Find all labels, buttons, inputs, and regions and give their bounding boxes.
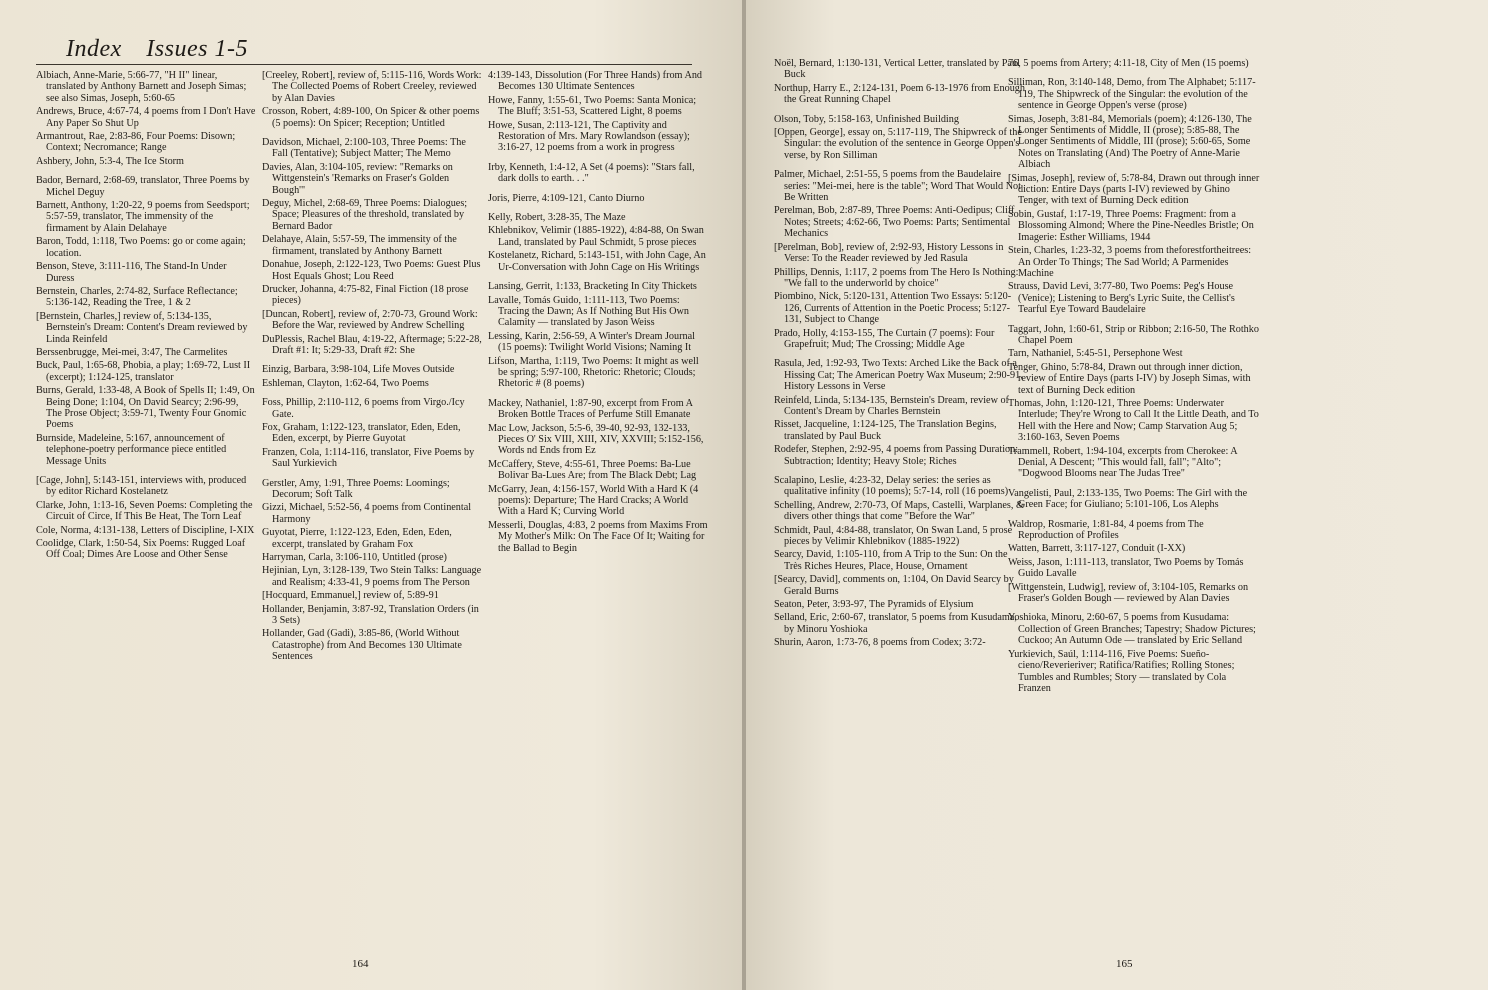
index-entry: Mac Low, Jackson, 5:5-6, 39-40, 92-93, 132-133, Pieces O' Six VIII, XIII, XIV, XXVIII; 5:152-156, Words nd Ends from Ez xyxy=(488,422,704,457)
page-number-right: 165 xyxy=(1116,958,1133,970)
index-entry: Tarn, Nathaniel, 5:45-51, Persephone West xyxy=(1008,348,1183,360)
index-entry: [Bernstein, Charles,] review of, 5:134-135, Bernstein's Dream: Content's Dream reviewed by Linda Reinfeld xyxy=(36,310,248,345)
index-entry: Messerli, Douglas, 4:83, 2 poems from Maxims From My Mother's Milk: On The Face Of It; Waiting for the Ballad to Begin xyxy=(488,519,708,554)
index-entry: [Cage, John], 5:143-151, interviews with, produced by editor Richard Kostelanetz xyxy=(36,475,247,498)
index-entry: Andrews, Bruce, 4:67-74, 4 poems from I Don't Have Any Paper So Shut Up xyxy=(36,106,256,129)
index-entry: Prado, Holly, 4:153-155, The Curtain (7 poems): Four Grapefruit; Mud; The Crossing; Middle Age xyxy=(774,327,995,350)
right-column-1 xyxy=(774,58,1026,651)
index-entry: Waldrop, Rosmarie, 1:81-84, 4 poems from The Reproduction of Profiles xyxy=(1008,518,1204,542)
index-entry: Tenger, Ghino, 5:78-84, Drawn out through inner diction, review of Entire Days (parts I-IV) by Joseph Simas, with text of Burning Deck edition xyxy=(1008,361,1251,396)
index-entry: Donahue, Joseph, 2:122-123, Two Poems: Guest Plus Host Equals Ghost; Lou Reed xyxy=(262,259,481,282)
index-entry: Eshleman, Clayton, 1:62-64, Two Poems xyxy=(262,377,429,389)
right-column-2 xyxy=(1008,58,1260,696)
index-entry: Foss, Phillip, 2:110-112, 6 poems from Virgo./Icy Gate. xyxy=(262,397,465,420)
index-entry: Vangelisti, Paul, 2:133-135, Two Poems: The Girl with the Green Face; for Giuliano; 5:101-106, Los Alephs xyxy=(1008,487,1248,511)
index-entry: Rodefer, Stephen, 2:92-95, 4 poems from Passing Duration: Subtraction; Identity; Heavy Stole; Riches xyxy=(774,444,1019,467)
index-entry: Noël, Bernard, 1:130-131, Vertical Letter, translated by Paul Buck xyxy=(774,58,1020,81)
index-entry: Berssenbrugge, Mei-mei, 3:47, The Carmelites xyxy=(36,346,228,358)
index-entry: Thomas, John, 1:120-121, Three Poems: Underwater Interlude; They're Wrong to Call It the Little Death, and To Hell with the Here and Now; Camp Starvation Aug 5; 3:160-163, Seven Poems xyxy=(1008,397,1259,444)
index-entry: Stein, Charles, 1:23-32, 3 poems from theforestfortheitrees: An Order To Things; The Sad World; A Parmenides Machine xyxy=(1008,245,1252,279)
index-entry: Taggart, John, 1:60-61, Strip or Ribbon; 2:16-50, The Rothko Chapel Poem xyxy=(1008,323,1259,346)
index-entry: Delahaye, Alain, 5:57-59, The immensity of the firmament, translated by Anthony Barnett xyxy=(262,234,457,257)
page-number-left: 164 xyxy=(352,958,369,970)
index-entry: Lansing, Gerrit, 1:133, Bracketing In City Thickets xyxy=(488,281,697,293)
index-entry: Ashbery, John, 5:3-4, The Ice Storm xyxy=(36,155,184,167)
header-rule xyxy=(36,64,692,65)
index-entry: Lifson, Martha, 1:119, Two Poems: It might as well be spring; 5:97-100, Rhetoric: Rhetoric; Clouds; Rhetoric # (8 poems) xyxy=(488,355,699,390)
index-entry: Bernstein, Charles, 2:74-82, Surface Reflectance; 5:136-142, Reading the Tree, 1 & 2 xyxy=(36,285,238,309)
index-entry: Lavalle, Tomás Guido, 1:111-113, Two Poems: Tracing the Dawn; As If Nothing But His Own Calamity — translated by Jason Weiss xyxy=(488,294,689,329)
index-entry: [Wittgenstein, Ludwig], review of, 3:104-105, Remarks on Fraser's Golden Bough — reviewed by Alan Davies xyxy=(1008,581,1249,605)
index-entry: [Hocquard, Emmanuel,] review of, 5:89-91 xyxy=(262,590,439,602)
index-entry: Mackey, Nathaniel, 1:87-90, excerpt from From A Broken Bottle Traces of Perfume Still Emanate xyxy=(488,397,693,421)
index-entry: Strauss, David Levi, 3:77-80, Two Poems: Peg's House (Venice); Listening to Berg's Lyric Suite, the Cellist's Tearful Eye Toward Baudelaire xyxy=(1008,281,1235,316)
index-entry: Phillips, Dennis, 1:117, 2 poems from The Hero Is Nothing: "We fall to the underworld by choice" xyxy=(774,266,1019,289)
index-entry: [Oppen, George], essay on, 5:117-119, The Shipwreck of the Singular: the evolution of the sentence in George Oppen's verse, by Ron Silliman xyxy=(774,127,1022,161)
left-column-1 xyxy=(36,70,256,563)
index-entry: Hejinian, Lyn, 3:128-139, Two Stein Talks: Language and Realism; 4:33-41, 9 poems from The Person xyxy=(262,565,482,588)
index-entry: Weiss, Jason, 1:111-113, translator, Two Poems by Tomás Guido Lavalle xyxy=(1008,556,1244,580)
index-entry: Howe, Susan, 2:113-121, The Captivity and Restoration of Mrs. Mary Rowlandson (essay); 3:16-27, 12 poems from a work in progress xyxy=(488,119,690,154)
index-entry: Clarke, John, 1:13-16, Seven Poems: Completing the Circuit of Circe, If This Be Heat, The Torn Leaf xyxy=(36,499,253,523)
index-entry: Gizzi, Michael, 5:52-56, 4 poems from Continental Harmony xyxy=(262,502,472,525)
index-entry: Gerstler, Amy, 1:91, Three Poems: Loomings; Decorum; Soft Talk xyxy=(262,477,450,500)
index-entry: Searcy, David, 1:105-110, from A Trip to the Sun: On the Très Riches Heures, Place, House, Ornament xyxy=(774,549,1008,572)
index-entry: Drucker, Johanna, 4:75-82, Final Fiction (18 prose pieces) xyxy=(262,283,469,307)
index-entry: Risset, Jacqueline, 1:124-125, The Translation Begins, translated by Paul Buck xyxy=(774,419,997,442)
index-entry: 4:139-143, Dissolution (For Three Hands) from And Becomes 130 Ultimate Sentences xyxy=(488,70,703,93)
index-entry: Buck, Paul, 1:65-68, Phobia, a play; 1:69-72, Lust II (excerpt); 1:124-125, translator xyxy=(36,360,251,383)
index-entry: Benson, Steve, 3:111-116, The Stand-In Under Duress xyxy=(36,261,227,284)
index-entry: DuPlessis, Rachel Blau, 4:19-22, Aftermage; 5:22-28, Draft #1: It; 5:29-33, Draft #2: She xyxy=(262,333,482,356)
index-entry: Yurkievich, Saúl, 1:114-116, Five Poems: Sueño-cieno/Reverieriver; Ratifica/Ratifies; Rolling Stones; Tumbles and Rumbles; Story — translated by Cola Franzen xyxy=(1008,648,1235,694)
index-entry: Palmer, Michael, 2:51-55, 5 poems from the Baudelaire series: "Mei-mei, here is the table"; Word That Would Not Be Written xyxy=(774,169,1021,204)
index-entry: Fox, Graham, 1:122-123, translator, Eden, Eden, Eden, excerpt, by Pierre Guyotat xyxy=(262,421,461,445)
index-entry: Shurin, Aaron, 1:73-76, 8 poems from Codex; 3:72- xyxy=(774,637,986,649)
index-entry: Scalapino, Leslie, 4:23-32, Delay series: the series as qualitative infinity (10 poems); 5:7-14, roll (16 poems) xyxy=(774,475,1009,498)
left-page xyxy=(0,0,742,990)
index-entry: Kostelanetz, Richard, 5:143-151, with John Cage, An Ur-Conversation with John Cage on His Writings xyxy=(488,250,706,273)
index-entry: 76, 5 poems from Artery; 4:11-18, City of Men (15 poems) xyxy=(1008,58,1249,69)
index-entry: Baron, Todd, 1:118, Two Poems: go or come again; location. xyxy=(36,236,246,259)
right-page xyxy=(746,0,1488,990)
index-entry: Sobin, Gustaf, 1:17-19, Three Poems: Fragment: from a Blossoming Almond; Where the Pine-Needles Bristle; On Imagerie: Esther Williams, 1944 xyxy=(1008,208,1254,243)
page-header xyxy=(66,36,248,63)
index-entry: Kelly, Robert, 3:28-35, The Maze xyxy=(488,212,626,224)
index-entry: Khlebnikov, Velimir (1885-1922), 4:84-88, On Swan Land, translated by Paul Schmidt, 5 prose pieces xyxy=(488,225,704,248)
index-entry: McGarry, Jean, 4:156-157, World With a Hard K (4 poems): Departure; The Hard Cracks; A World With a Hard K; Curving World xyxy=(488,483,699,518)
index-entry: Silliman, Ron, 3:140-148, Demo, from The Alphabet; 5:117-119, The Shipwreck of the Singular: the evolution of the sentence in George Oppen's verse (prose) xyxy=(1008,77,1256,112)
index-entry: Simas, Joseph, 3:81-84, Memorials (poem); 4:126-130, The Longer Sentiments of Middle, II (prose); 5:85-88, The Longer Sentiments of Middle, III (prose); 5:60-65, Some Notes on Translating (And) The Poetry of Anne-Marie Albiach xyxy=(1008,113,1252,171)
index-entry: Cole, Norma, 4:131-138, Letters of Discipline, I-XIX xyxy=(36,524,255,536)
index-entry: [Searcy, David], comments on, 1:104, On David Searcy by Gerald Burns xyxy=(774,574,1014,597)
index-entry: Harryman, Carla, 3:106-110, Untitled (prose) xyxy=(262,552,447,564)
index-entry: Olson, Toby, 5:158-163, Unfinished Building xyxy=(774,113,959,125)
index-entry: Deguy, Michel, 2:68-69, Three Poems: Dialogues; Space; Pleasures of the threshold, translated by Bernard Bador xyxy=(262,198,468,232)
index-entry: Armantrout, Rae, 2:83-86, Four Poems: Disown; Context; Necromance; Range xyxy=(36,131,236,154)
index-entry: Reinfeld, Linda, 5:134-135, Bernstein's Dream, review of Content's Dream by Charles Bernstein xyxy=(774,394,1009,417)
index-entry: Davies, Alan, 3:104-105, review: "Remarks on Wittgenstein's 'Remarks on Fraser's Golden Bough'" xyxy=(262,161,453,196)
index-entry: Albiach, Anne-Marie, 5:66-77, "H II" linear, translated by Anthony Barnett and Joseph Simas; see also Simas, Joseph, 5:60-65 xyxy=(36,70,247,104)
index-entry: Yoshioka, Minoru, 2:60-67, 5 poems from Kusudama: Collection of Green Branches; Tapestry; Shadow Pictures; Cuckoo; An Autumn Ode — translated by Eric Selland xyxy=(1008,612,1256,647)
index-entry: Bador, Bernard, 2:68-69, translator, Three Poems by Michel Deguy xyxy=(36,175,250,198)
index-entry: Northup, Harry E., 2:124-131, Poem 6-13-1976 from Enough the Great Running Chapel xyxy=(774,82,1025,106)
index-entry: Piombino, Nick, 5:120-131, Attention Two Essays: 5:120-126, Currents of Attention in the Poetic Process; 5:127-131, Subject to Change xyxy=(774,291,1012,326)
index-entry: Davidson, Michael, 2:100-103, Three Poems: The Fall (Tentative); Subject Matter; The Memo xyxy=(262,137,466,160)
index-entry: Hollander, Gad (Gadi), 3:85-86, (World Without Catastrophe) from And Becomes 130 Ultimate Sentences xyxy=(262,628,462,663)
index-entry: Crosson, Robert, 4:89-100, On Spicer & other poems (5 poems): On Spicer; Reception; Untitled xyxy=(262,106,480,129)
index-entry: Schelling, Andrew, 2:70-73, Of Maps, Castelli, Warplanes, & divers other things that come "Before the War" xyxy=(774,499,1024,523)
index-entry: [Creeley, Robert], review of, 5:115-116, Words Work: The Collected Poems of Robert Creeley, reviewed by Alan Davies xyxy=(262,70,482,104)
index-entry: Burnside, Madeleine, 5:167, announcement of telephone-poetry performance piece entitled Message Units xyxy=(36,432,227,467)
index-entry: [Perelman, Bob], review of, 2:92-93, History Lessons in Verse: To the Reader reviewed by Jed Rasula xyxy=(774,241,1004,265)
index-entry: Einzig, Barbara, 3:98-104, Life Moves Outside xyxy=(262,364,455,376)
index-entry: Rasula, Jed, 1:92-93, Two Texts: Arched Like the Back of a Hissing Cat; The American Poetry Wax Museum; 2:90-91, History Lessons in Verse xyxy=(774,358,1023,393)
index-entry: Schmidt, Paul, 4:84-88, translator, On Swan Land, 5 prose pieces by Velimir Khlebnikov (1885-1922) xyxy=(774,524,1013,548)
index-entry: [Duncan, Robert], review of, 2:70-73, Ground Work: Before the War, reviewed by Andrew Schelling xyxy=(262,308,478,332)
index-entry: Hollander, Benjamin, 3:87-92, Translation Orders (in 3 Sets) xyxy=(262,603,479,627)
index-entry: Franzen, Cola, 1:114-116, translator, Five Poems by Saul Yurkievich xyxy=(262,446,475,470)
header-title: Index xyxy=(66,36,122,62)
index-entry: Seaton, Peter, 3:93-97, The Pyramids of Elysium xyxy=(774,599,974,611)
index-entry: Selland, Eric, 2:60-67, translator, 5 poems from Kusudama, by Minoru Yoshioka xyxy=(774,612,1017,635)
index-entry: Irby, Kenneth, 1:4-12, A Set (4 poems): "Stars fall, dark dolls to earth. . ." xyxy=(488,161,695,185)
index-entry: Perelman, Bob, 2:87-89, Three Poems: Anti-Oedipus; Cliff Notes; Streets; 4:62-66, Two Poems: Parts; Sentimental Mechanics xyxy=(774,205,1015,240)
index-entry: Howe, Fanny, 1:55-61, Two Poems: Santa Monica; The Bluff; 3:51-53, Scattered Light, 8 poems xyxy=(488,94,697,118)
left-column-3 xyxy=(488,70,708,556)
index-entry: Barnett, Anthony, 1:20-22, 9 poems from Seedsport; 5:57-59, translator, The immensity of the firmament by Alain Delahaye xyxy=(36,200,250,234)
index-entry: Watten, Barrett, 3:117-127, Conduit (I-XX) xyxy=(1008,543,1186,555)
left-column-2 xyxy=(262,70,482,665)
index-entry: McCaffery, Steve, 4:55-61, Three Poems: Ba-Lue Bolivar Ba-Lues Are; from The Black Debt; Lag xyxy=(488,458,697,482)
index-entry: Guyotat, Pierre, 1:122-123, Eden, Eden, Eden, excerpt, translated by Graham Fox xyxy=(262,527,452,550)
index-entry: Burns, Gerald, 1:33-48, A Book of Spells II; 1:49, On Being Done; 1:104, On David Searcy; 2:96-99, The Prose Object; 3:59-71, Twenty Four Gnomic Poems xyxy=(36,385,255,431)
index-entry: Lessing, Karin, 2:56-59, A Winter's Dream Journal (15 poems): Twilight World Visions; Naming It xyxy=(488,330,695,354)
index-entry: [Simas, Joseph], review of, 5:78-84, Drawn out through inner diction: Entire Days (parts I-IV) reviewed by Ghino Tenger, with text of Burning Deck edition xyxy=(1008,172,1260,207)
index-entry: Trammell, Robert, 1:94-104, excerpts from Cherokee: A Denial, A Descent; "This would fall, fall"; "Alto"; "Dogwood Blooms near The Judas Tree" xyxy=(1008,445,1238,480)
header-issues: Issues 1-5 xyxy=(146,36,248,62)
index-entry: Coolidge, Clark, 1:50-54, Six Poems: Rugged Loaf Off Coal; Dimes Are Loose and Other Sense xyxy=(36,538,246,561)
index-entry: Joris, Pierre, 4:109-121, Canto Diurno xyxy=(488,192,645,204)
